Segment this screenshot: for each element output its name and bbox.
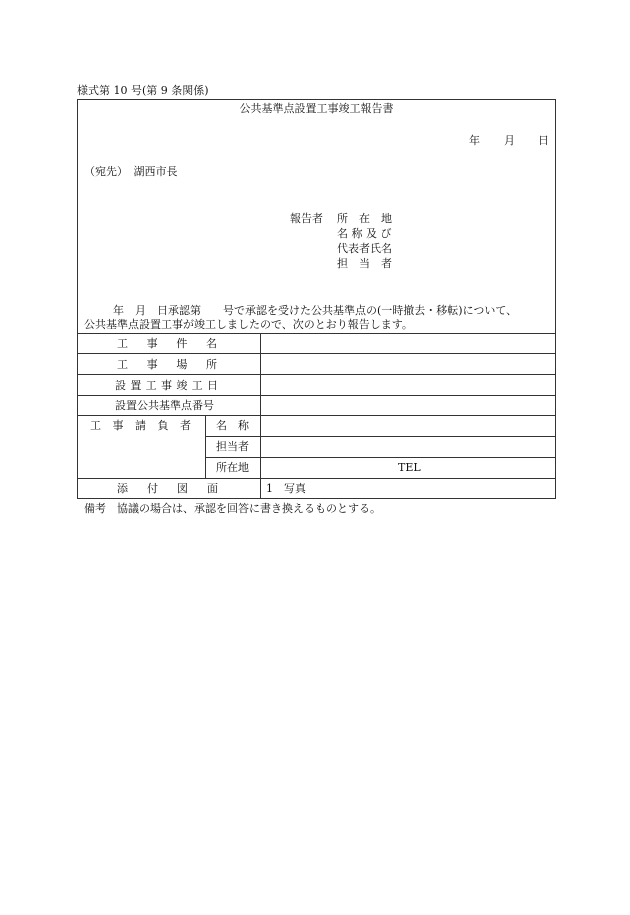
form-number: 様式第 10 号(第 9 条関係) (77, 84, 209, 97)
attachment-value: 1 写真 (266, 482, 306, 495)
reporter-name-label: 名 称 及 び (337, 227, 392, 240)
table-top-border (77, 333, 556, 334)
table-row-divider (205, 457, 556, 458)
table-row-divider (77, 395, 556, 396)
table-row-divider (77, 374, 556, 375)
table-row-divider (77, 353, 556, 354)
work-name-label: 工 事 件 名 (117, 337, 217, 350)
tel-label: TEL (398, 461, 421, 474)
reporter-representative-label: 代表者氏名 (337, 242, 392, 255)
body-text-line-2: 公共基準点設置工事が竣工しましたので、次のとおり報告します。 (84, 318, 413, 331)
date-month-label: 月 (504, 134, 515, 147)
table-row-divider (77, 478, 556, 479)
contractor-label: 工 事 請 負 者 (90, 419, 191, 432)
table-column-divider (260, 478, 261, 499)
reporter-address-label: 所 在 地 (337, 212, 392, 225)
attachment-label: 添 付 図 面 (117, 482, 218, 495)
table-column-divider (205, 415, 206, 478)
table-row-divider (205, 436, 556, 437)
report-form (77, 99, 556, 499)
body-text-line-1: 年 月 日承認第 号で承認を受けた公共基準点の(一時撤去・移転)について、 (113, 304, 518, 317)
form-title: 公共基準点設置工事竣工報告書 (239, 102, 394, 115)
contractor-address-label: 所在地 (216, 461, 249, 474)
date-day-label: 日 (538, 134, 549, 147)
work-place-label: 工 事 場 所 (117, 358, 217, 371)
date-year-label: 年 (469, 134, 480, 147)
completion-date-label: 設 置 工 事 竣 工 日 (115, 379, 218, 392)
footnote: 備考 協議の場合は、承認を回答に書き換えるものとする。 (84, 502, 381, 515)
table-row-divider (77, 415, 556, 416)
contractor-name-label: 名 称 (216, 419, 249, 432)
reporter-contact-label: 担 当 者 (337, 257, 392, 270)
addressee: （宛先） 湖西市長 (84, 165, 178, 178)
table-column-divider (260, 333, 261, 416)
reporter-label: 報告者 (290, 212, 323, 225)
table-column-divider (260, 415, 261, 478)
point-number-label: 設置公共基準点番号 (115, 399, 214, 412)
contractor-contact-label: 担当者 (216, 440, 249, 453)
